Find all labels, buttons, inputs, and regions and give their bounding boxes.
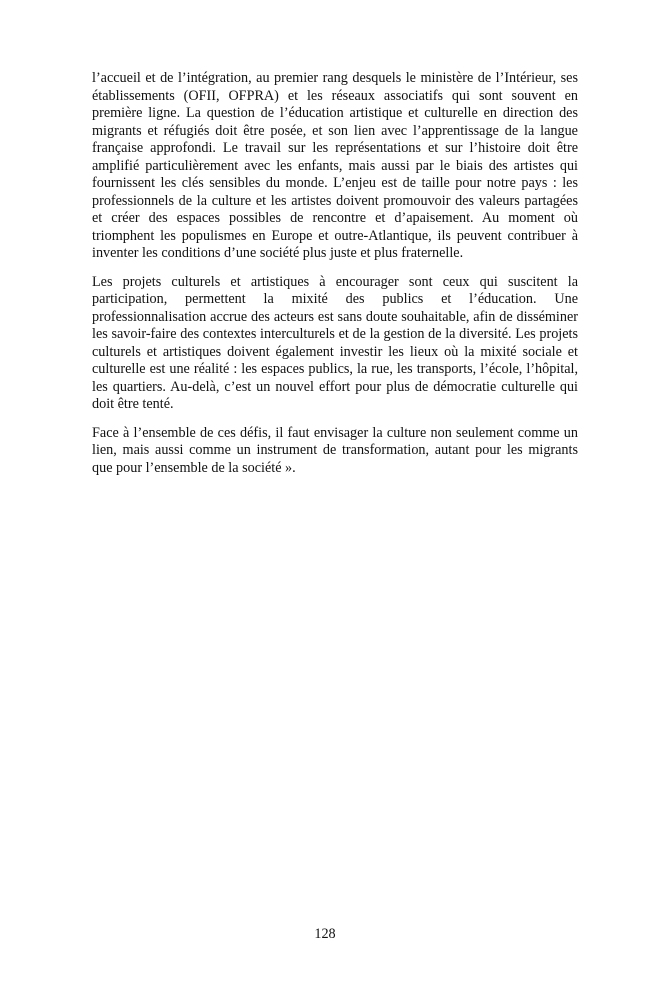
- document-body: [92, 70, 578, 488]
- paragraph-1: l’accueil et de l’intégration, au premier rang desquels le ministère de l’Intérieur, ses établissements (OFII, OFPRA) et les réseaux associatifs qui sont souvent en première ligne. La question de l’éducation artistique et culturelle en direction des migrants et réfugiés doit être posée, et son lien avec l’apprentissage de la langue française approfondi. Le travail sur les représentations et sur l’histoire doit être amplifié particulièrement avec les enfants, mais aussi par le biais des artistes qui fournissent les clés sensibles du monde. L’enjeu est de taille pour notre pays : les professionnels de la culture et les artistes doivent promouvoir des valeurs partagées et créer des espaces possibles de rencontre et d’apaisement. Au moment où triomphent les populismes en Europe et outre-Atlantique, ils peuvent contribuer à inventer les conditions d’une société plus juste et plus fraternelle.: [92, 70, 578, 261]
- paragraph-3: Face à l’ensemble de ces défis, il faut envisager la culture non seulement comme un lien, mais aussi comme un instrument de transformation, autant pour les migrants que pour l’ensemble de la société ».: [92, 424, 578, 476]
- page-number: 128: [314, 926, 336, 942]
- paragraph-2: Les projets culturels et artistiques à encourager sont ceux qui suscitent la participation, permettent la mixité des publics et l’éducation. Une professionnalisation accrue des acteurs est sans doute souhaitable, afin de disséminer les savoir-faire des contextes interculturels et de la gestion de la diversité. Les projets culturels et artistiques doivent également investir les lieux où la mixité sociale et culturelle est une réalité : les espaces publics, la rue, les transports, l’école, l’hôpital, les quartiers. Au-delà, c’est un nouvel effort pour plus de démocratie culturelle qui doit être tenté.: [92, 273, 578, 412]
